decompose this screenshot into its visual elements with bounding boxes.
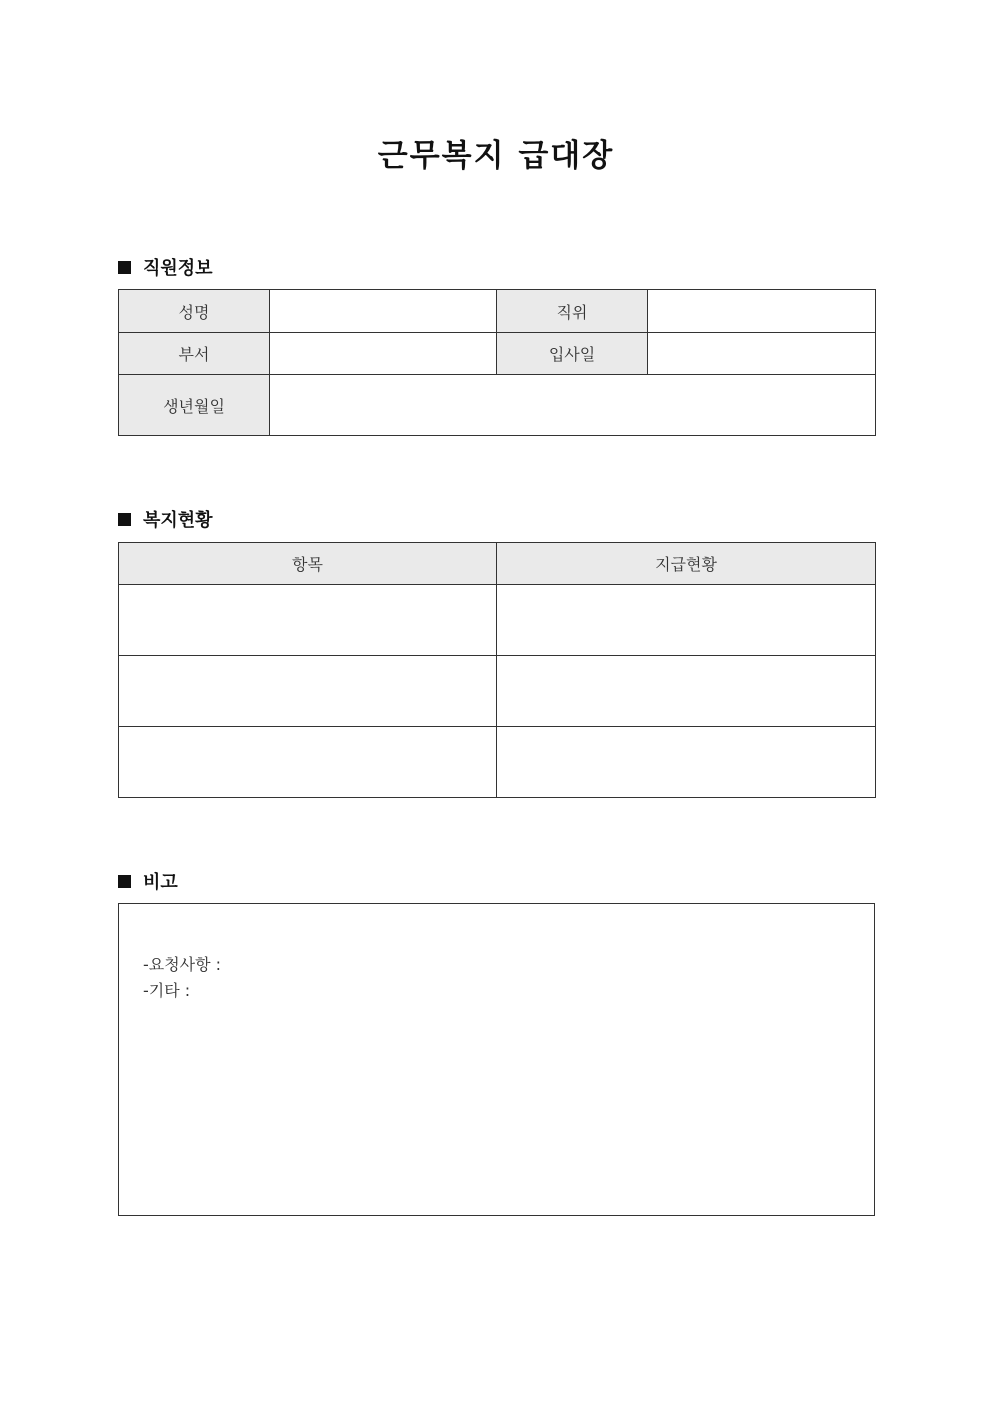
table-row [119,333,876,375]
hire-date-label: 입사일 [497,333,648,375]
welfare-section-title: 복지현황 [143,510,213,531]
welfare-section-heading [118,506,213,532]
square-bullet-icon [118,513,131,526]
remarks-box[interactable] [118,903,875,1216]
square-bullet-icon [118,875,131,888]
status-cell[interactable] [497,656,876,727]
status-column-header: 지급현황 [497,543,876,585]
employee-info-table [118,289,876,436]
item-column-header: 항목 [119,543,497,585]
birth-date-field[interactable] [270,375,876,436]
table-header-row [119,543,876,585]
name-label: 성명 [119,290,270,333]
name-field[interactable] [270,290,497,333]
table-row [119,290,876,333]
department-label: 부서 [119,333,270,375]
remarks-section-heading [118,868,178,894]
request-line: -요청사항 : [143,955,222,974]
status-cell[interactable] [497,585,876,656]
birth-date-label: 생년월일 [119,375,270,436]
employee-section-title: 직원정보 [143,258,213,279]
department-field[interactable] [270,333,497,375]
table-row [119,727,876,798]
position-field[interactable] [648,290,876,333]
table-row [119,585,876,656]
remarks-section-title: 비고 [143,872,178,893]
page-title: 근무복지 급대장 [377,138,615,174]
position-label: 직위 [497,290,648,333]
hire-date-field[interactable] [648,333,876,375]
table-row [119,375,876,436]
table-row [119,656,876,727]
welfare-status-table [118,542,876,798]
square-bullet-icon [118,261,131,274]
other-line: -기타 : [143,981,191,1000]
employee-section-heading [118,254,213,280]
item-cell[interactable] [119,585,497,656]
item-cell[interactable] [119,727,497,798]
status-cell[interactable] [497,727,876,798]
item-cell[interactable] [119,656,497,727]
